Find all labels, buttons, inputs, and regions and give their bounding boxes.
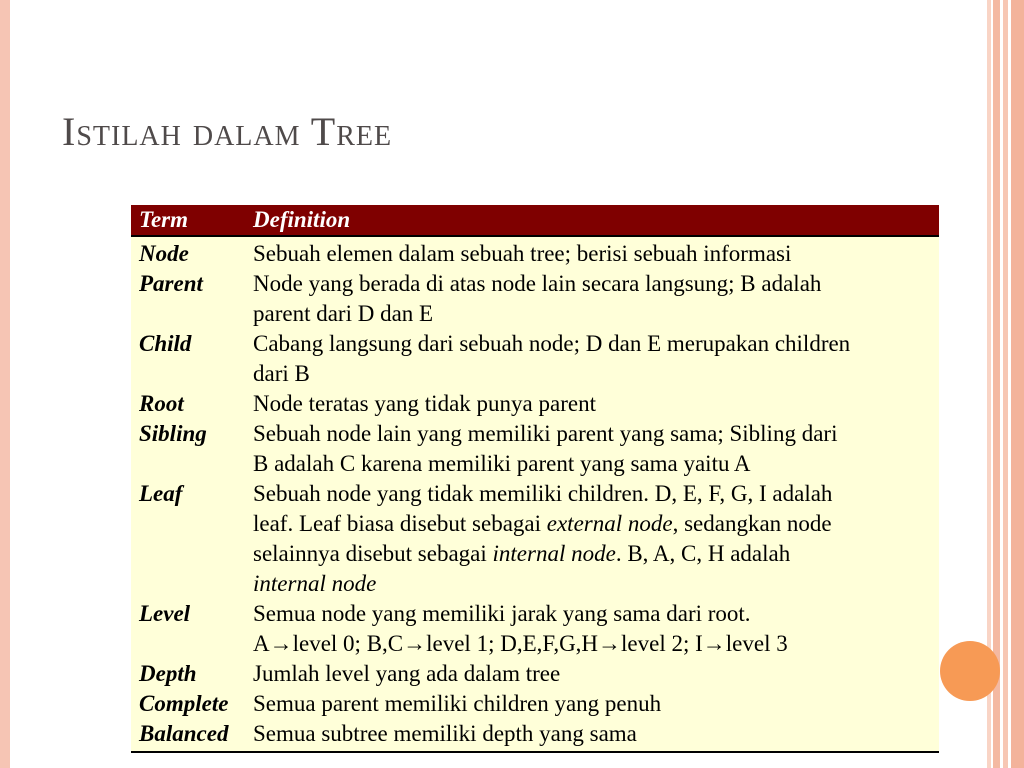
right-stripe-3 xyxy=(1003,0,1008,768)
definition-line xyxy=(253,509,939,539)
definition-cell xyxy=(253,419,939,479)
definition-cell xyxy=(253,329,939,389)
definition-cell xyxy=(253,719,939,749)
table-row xyxy=(131,479,939,599)
slide-title: Istilah dalam Tree xyxy=(62,109,393,154)
table-header xyxy=(131,205,939,237)
definition-line: Jumlah level yang ada dalam tree xyxy=(253,661,561,686)
definition-cell xyxy=(253,389,939,419)
definition-cell xyxy=(253,269,939,329)
table-row xyxy=(131,659,939,689)
term-cell: Depth xyxy=(139,661,197,686)
right-stripe-4 xyxy=(1011,0,1024,768)
definition-cell xyxy=(253,659,939,689)
definition-cell xyxy=(253,599,939,659)
term-cell: Child xyxy=(139,331,192,356)
definition-line: Sebuah node lain yang memiliki parent yang sama; Sibling dari xyxy=(253,421,838,446)
terms-table xyxy=(131,205,939,753)
term-cell: Parent xyxy=(139,271,203,296)
term-cell: Root xyxy=(139,391,184,416)
text-segment: . B, A, C, H adalah xyxy=(615,541,791,566)
decorative-circle xyxy=(940,641,1000,701)
text-segment: leaf. Leaf biasa disebut sebagai xyxy=(253,511,547,536)
definition-line: B adalah C karena memiliki parent yang sama yaitu A xyxy=(253,451,751,476)
left-decorative-bar xyxy=(0,0,10,768)
emphasis-text: internal node xyxy=(492,541,616,566)
emphasis-text: internal node xyxy=(253,571,377,596)
definition-cell xyxy=(253,239,939,269)
table-row xyxy=(131,269,939,329)
definition-line: Semua parent memiliki children yang penuh xyxy=(253,691,662,716)
term-cell: Node xyxy=(139,241,189,266)
emphasis-text: external node xyxy=(546,511,673,536)
header-term: Term xyxy=(139,207,188,232)
text-segment: selainnya disebut sebagai xyxy=(253,541,493,566)
definition-line: Sebuah node yang tidak memiliki children. D, E, F, G, I adalah xyxy=(253,481,833,506)
definition-line: Sebuah elemen dalam sebuah tree; berisi sebuah informasi xyxy=(253,241,792,266)
table-row xyxy=(131,389,939,419)
definition-line xyxy=(253,539,939,569)
table-row xyxy=(131,329,939,389)
definition-line: Node teratas yang tidak punya parent xyxy=(253,391,596,416)
definition-line: Semua node yang memiliki jarak yang sama dari root. xyxy=(253,601,751,626)
definition-line: parent dari D dan E xyxy=(253,301,434,326)
header-definition: Definition xyxy=(253,207,351,232)
term-cell: Level xyxy=(139,601,191,626)
definition-cell xyxy=(253,479,939,599)
table-row xyxy=(131,599,939,659)
definition-line: dari B xyxy=(253,361,310,386)
definition-line: Node yang berada di atas node lain secara langsung; B adalah xyxy=(253,271,822,296)
definition-line xyxy=(253,569,939,599)
definition-line: Cabang langsung dari sebuah node; D dan E merupakan children xyxy=(253,331,851,356)
table-row xyxy=(131,239,939,269)
table-row xyxy=(131,719,939,749)
table-row xyxy=(131,689,939,719)
text-segment: , sedangkan node xyxy=(672,511,832,536)
definition-cell xyxy=(253,689,939,719)
term-cell: Leaf xyxy=(139,481,183,506)
definition-line: A→level 0; B,C→level 1; D,E,F,G,H→level 2; I→level 3 xyxy=(253,631,788,656)
term-cell: Complete xyxy=(139,691,229,716)
table-row xyxy=(131,419,939,479)
term-cell: Balanced xyxy=(139,721,229,746)
definition-line: Semua subtree memiliki depth yang sama xyxy=(253,721,637,746)
table-body xyxy=(131,237,939,751)
term-cell: Sibling xyxy=(139,421,207,446)
